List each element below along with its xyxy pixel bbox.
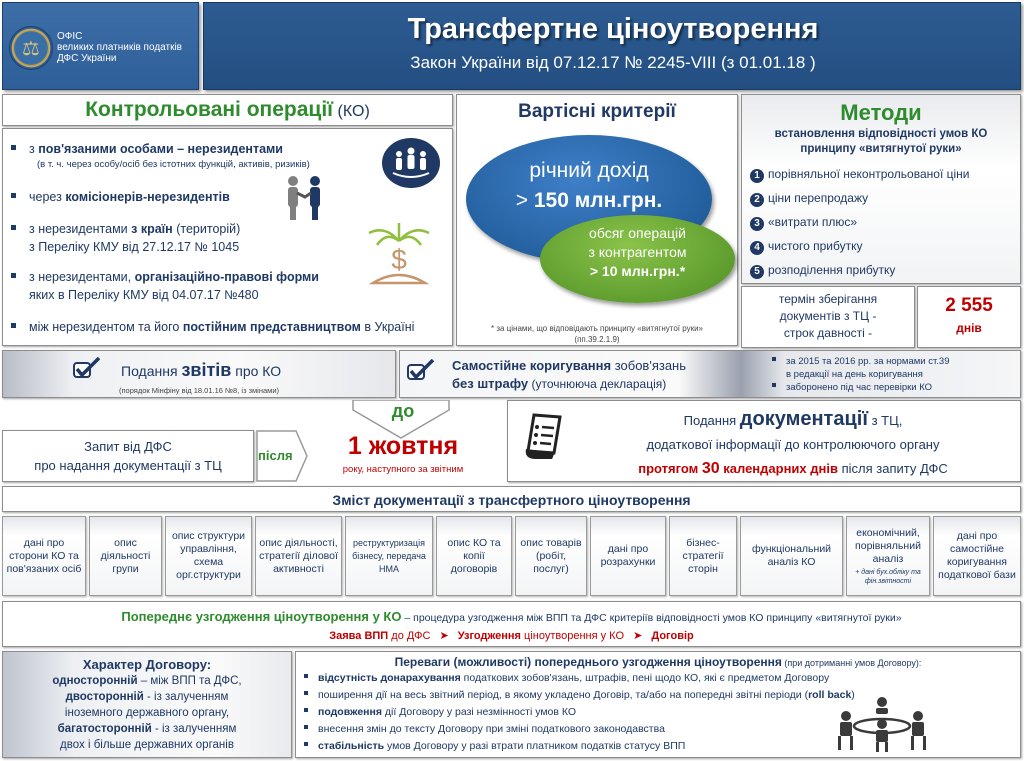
offshore-island-icon xyxy=(365,219,433,287)
method-item: 3 «витрати плюс» xyxy=(750,215,857,231)
page-subtitle: Закон України від 07.12.17 № 2245-VIII (з 01.01.18 ) xyxy=(410,53,816,72)
content-item: опис КО та копії договорів xyxy=(436,516,512,596)
meeting-table-icon xyxy=(836,696,928,754)
group-people-icon xyxy=(381,137,441,189)
after-label: після xyxy=(258,448,293,463)
document-list-icon xyxy=(524,413,564,461)
advantages-title: Переваги (можливості) попереднього узгодження ціноутворення (при дотриманні умов Договору): xyxy=(394,655,922,669)
org-name-line2: великих платників податків xyxy=(57,42,182,53)
content-item: функціональний аналіз КО xyxy=(740,516,843,596)
method-item: 5 розподілення прибутку xyxy=(750,263,895,279)
criteria-title: Вартісні критерії xyxy=(518,101,676,122)
content-item: економічний, порівняльний аналіз + дані бух.обліку та фін.звітності xyxy=(846,516,930,596)
methods-subtitle: встановлення відповідності умов КО принципу «витягнутої руки» xyxy=(774,128,988,155)
self-adjustment-bullets: за 2015 та 2016 рр. за нормами ст.39 в редакції на день коригування заборонено під час перевірки КО xyxy=(772,355,949,394)
number-badge-icon: 4 xyxy=(750,241,764,255)
tax-service-emblem-icon: ⚖ xyxy=(9,26,53,70)
content-item: дані про сторони КО та пов'язаних осіб xyxy=(2,516,86,596)
income-threshold: 150 млн.грн. xyxy=(533,189,663,212)
number-badge-icon: 1 xyxy=(750,169,764,183)
controlled-ops-abbr: (КО) xyxy=(333,103,370,120)
checkbox-checked-icon xyxy=(407,359,435,381)
content-item: дані про самостійне коригування податкової бази xyxy=(933,516,1021,596)
criteria-footnote: * за цінами, що відповідають принципу «витягнутої руки» (пп.39.2.1.9) xyxy=(491,324,703,344)
controlled-ops-title: Контрольовані операції xyxy=(85,98,334,121)
content-item-note: + дані бух.обліку та фін.звітності xyxy=(855,568,921,585)
annual-income-ellipse: річний дохід > 150 млн.грн. xyxy=(466,135,712,263)
method-item: 1 порівняльної неконтрольованої ціни xyxy=(750,167,969,183)
list-item: з нерезидентами з країн (територій) з Переліку КМУ від 27.12.17 № 1045 xyxy=(11,221,240,255)
org-name-line3: ДФС України xyxy=(57,53,117,64)
method-item: 4 чистого прибутку xyxy=(750,239,862,255)
list-item: з пов'язаними особами – нерезидентами (в т. ч. через особу/осіб без істотних функцій, активів, ризиків) xyxy=(11,141,310,173)
volume-threshold: > 10 млн.грн.* xyxy=(589,263,686,279)
list-item: через комісіонерів-нерезидентів xyxy=(11,189,230,205)
reports-banner xyxy=(2,350,396,398)
list-item: між нерезидентом та його постійним представництвом в Україні xyxy=(11,319,414,335)
chevron-right-icon: ➤ xyxy=(633,630,643,642)
documentation-text: Подання документації з ТЦ, додаткової інформації до контролюючого органу протягом 30 календарних днів після запиту ДФС xyxy=(638,408,948,477)
methods-panel xyxy=(741,94,1021,284)
self-adjustment-banner xyxy=(399,350,1021,398)
dfs-request-box: Запит від ДФС про надання документації з ТЦ xyxy=(2,430,254,482)
agreement-title: Характер Договору: xyxy=(82,657,212,672)
bullet-icon xyxy=(11,323,16,328)
value-criteria-panel xyxy=(456,94,738,346)
apa-advantages-box xyxy=(295,651,1021,758)
list-item: внесення змін до тексту Договору при зміні податкового законодавства xyxy=(304,723,665,735)
content-item: бізнес-стратегії сторін xyxy=(669,516,737,596)
number-badge-icon: 5 xyxy=(750,265,764,279)
deadline-date: 1 жовтня xyxy=(347,432,459,460)
content-item: опис товарів (робіт, послуг) xyxy=(515,516,587,596)
bullet-icon xyxy=(11,273,16,278)
agreement-types-box: Характер Договору: односторонній – між ВПП та ДФС, двосторонній - із залученням іноземного державного органу, багатосторонній - із залученням двох і більше державних органів xyxy=(2,651,292,758)
method-item: 2 ціни перепродажу xyxy=(750,191,868,207)
checkbox-checked-icon xyxy=(73,357,101,379)
reports-title: Подання звітів про КО xyxy=(121,360,282,380)
contents-title: Зміст документації з трансфертного ціноутворення xyxy=(2,486,1021,512)
retention-days: 2 555 xyxy=(945,295,993,316)
org-header-block xyxy=(2,2,199,90)
bullet-icon xyxy=(11,225,16,230)
list-item: поширення дії на весь звітний період, в якому укладено Договір, та/або на попередні звітні періоди (roll back) xyxy=(304,689,855,701)
content-item: реструктуризація бізнесу, передача НМА xyxy=(345,516,433,596)
title-banner xyxy=(203,2,1021,90)
apa-procedure: Заява ВПП до ДФС ➤ Узгодження ціноутворення у КО ➤ Договір xyxy=(329,630,694,642)
list-item: подовження дії Договору у разі незмінності умов КО xyxy=(304,706,576,718)
content-item: опис структури управління, схема орг.структури xyxy=(165,516,252,596)
number-badge-icon: 2 xyxy=(750,193,764,207)
reports-note: (порядок Мінфіну від 18.01.16 №8, із змінами) xyxy=(118,386,280,395)
methods-title: Методи xyxy=(840,100,922,125)
list-item: відсутність донарахування податкових зобов'язань, штрафів, пені щодо КО, які є предметом Договору xyxy=(304,672,829,684)
controlled-ops-list xyxy=(2,128,453,346)
chevron-right-icon: ➤ xyxy=(439,630,449,642)
org-name xyxy=(57,31,182,64)
bullet-icon xyxy=(11,145,16,150)
page-title: Трансфертне ціноутворення xyxy=(407,13,819,45)
content-item: опис діяльності групи xyxy=(89,516,162,596)
until-label: до xyxy=(391,401,415,421)
apa-definition: Попереднє узгодження ціноутворення у КО – процедура узгодження між ВПП та ДФС критеріїв відповідності умов КО принципу «витягнутої руки» xyxy=(121,609,902,624)
controlled-ops-header xyxy=(2,94,453,126)
org-name-line1: ОФІС xyxy=(57,31,83,42)
content-item: опис діяльності, стратегії ділової активності xyxy=(255,516,342,596)
retention-value: 2 555 днів xyxy=(917,286,1021,348)
retention-label: термін зберігання документів з ТЦ - строк давності - xyxy=(741,286,915,348)
report-deadline-box xyxy=(305,400,505,482)
handshake-icon xyxy=(283,175,325,221)
documentation-submission-box xyxy=(507,400,1021,482)
number-badge-icon: 3 xyxy=(750,217,764,231)
deadline-note: року, наступного за звітним xyxy=(342,464,464,475)
apa-banner xyxy=(2,601,1021,647)
list-item-note: (в т. ч. через особу/осіб без істотних функцій, активів, ризиків) xyxy=(37,159,310,170)
list-item: стабільність умов Договору у разі втрати платником податків статусу ВПП xyxy=(304,740,685,752)
bullet-icon xyxy=(11,193,16,198)
self-adjustment-text: Самостійне коригування зобов'язань без штрафу (уточнююча декларація) xyxy=(452,358,686,391)
content-item: дані про розрахунки xyxy=(590,516,666,596)
list-item: з нерезидентами, організаційно-правові форми яких в Переліку КМУ від 04.07.17 №480 xyxy=(11,269,319,303)
svg-text:$: $ xyxy=(391,244,407,275)
transaction-volume-ellipse: обсяг операцій з контрагентом > 10 млн.грн.* xyxy=(540,215,735,303)
